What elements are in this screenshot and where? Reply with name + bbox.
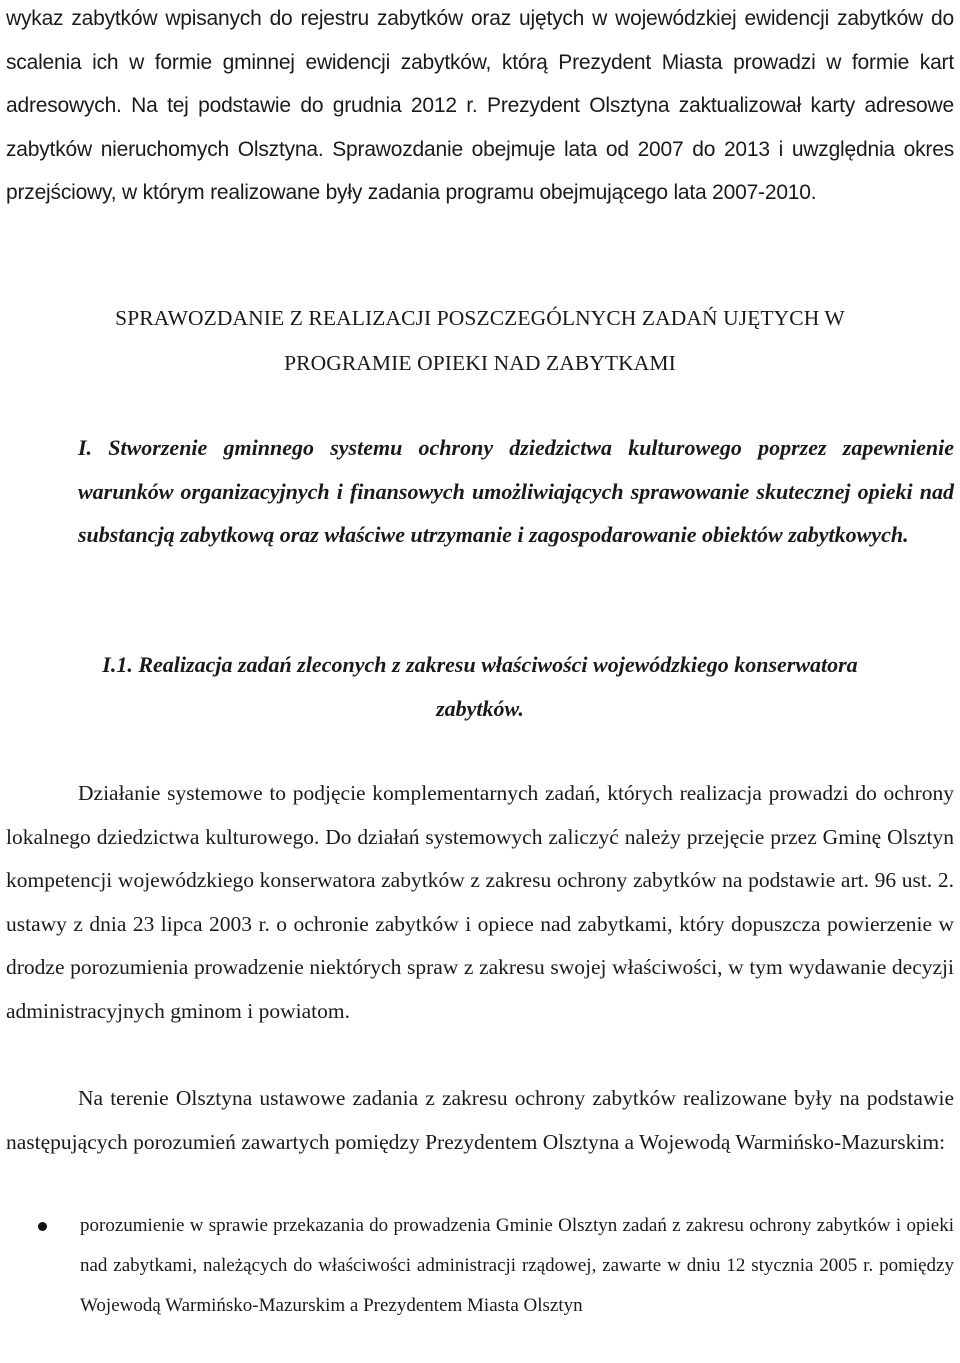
section-i-heading [4,426,954,557]
body-paragraph-2 [6,1077,954,1164]
subsection-i1-line-2: zabytków. [436,695,524,721]
subsection-i1-heading [0,643,960,730]
body-paragraph-1-text: Działanie systemowe to podjęcie komplementarnych zadań, których realizacja prowadzi do ochrony lokalnego dziedzictwa kulturowego. Do działań systemowych zaliczyć należy przejęcie przez Gminę Olsztyn kompetencji wojewódzkiego konserwatora zabytków z zakresu ochrony zabytków na podstawie art. 96 ust. 2. ustawy z dnia 23 lipca 2003 r. o ochronie zabytków i opiece nad zabytkami, który dopuszcza powierzenie w drodze porozumienia prowadzenie niektórych spraw z zakresu swojej właściwości, w tym wydawanie decyzji administracyjnych gminom i powiatom. [6,781,954,1023]
agreements-list [6,1206,954,1326]
intro-paragraph [6,0,954,215]
report-heading-line-2: PROGRAMIE OPIEKI NAD ZABYTKAMI [284,351,676,375]
intro-text: wykaz zabytków wpisanych do rejestru zabytków oraz ujętych w wojewódzkiej ewidencji zabytków do scalenia ich w formie gminnej ewidencji zabytków, którą Prezydent Miasta prowadzi w formie kart adresowych. Na tej podstawie do grudnia 2012 r. Prezydent Olsztyna zaktualizował karty adresowe zabytków nieruchomych Olsztyna. Sprawozdanie obejmuje lata od 2007 do 2013 i uwzględnia okres przejściowy, w którym realizowane były zadania programu obejmującego lata 2007-2010. [6,7,954,204]
body-paragraph-2-text: Na terenie Olsztyna ustawowe zadania z zakresu ochrony zabytków realizowane były na podstawie następujących porozumień zawartych pomiędzy Prezydentem Olsztyna a Wojewodą Warmińsko-Mazurskim: [6,1086,954,1154]
subsection-i1-line-1: I.1. Realizacja zadań zleconych z zakresu właściwości wojewódzkiego konserwatora [102,652,858,677]
report-heading-line-1: SPRAWOZDANIE Z REALIZACJI POSZCZEGÓLNYCH ZADAŃ UJĘTYCH W [115,306,845,330]
list-item-text: porozumienie w sprawie przekazania do prowadzenia Gminie Olsztyn zadań z zakresu ochrony zabytków i opieki nad zabytkami, należących do właściwości administracji rządowej, zawarte w dniu 12 stycznia 2005 r. pomiędzy Wojewodą Warmińsko-Mazurskim a Prezydentem Miasta Olsztyn [80,1215,954,1316]
section-i-text: I. Stworzenie gminnego systemu ochrony dziedzictwa kulturowego poprzez zapewnienie warunków organizacyjnych i finansowych umożliwiających sprawowanie skutecznej opieki nad substancją zabytkową oraz właściwe utrzymanie i zagospodarowanie obiektów zabytkowych. [78,435,954,547]
report-heading [0,296,960,386]
bullet-icon [38,1222,47,1231]
list-item [6,1206,954,1326]
body-paragraph-1 [6,772,954,1033]
